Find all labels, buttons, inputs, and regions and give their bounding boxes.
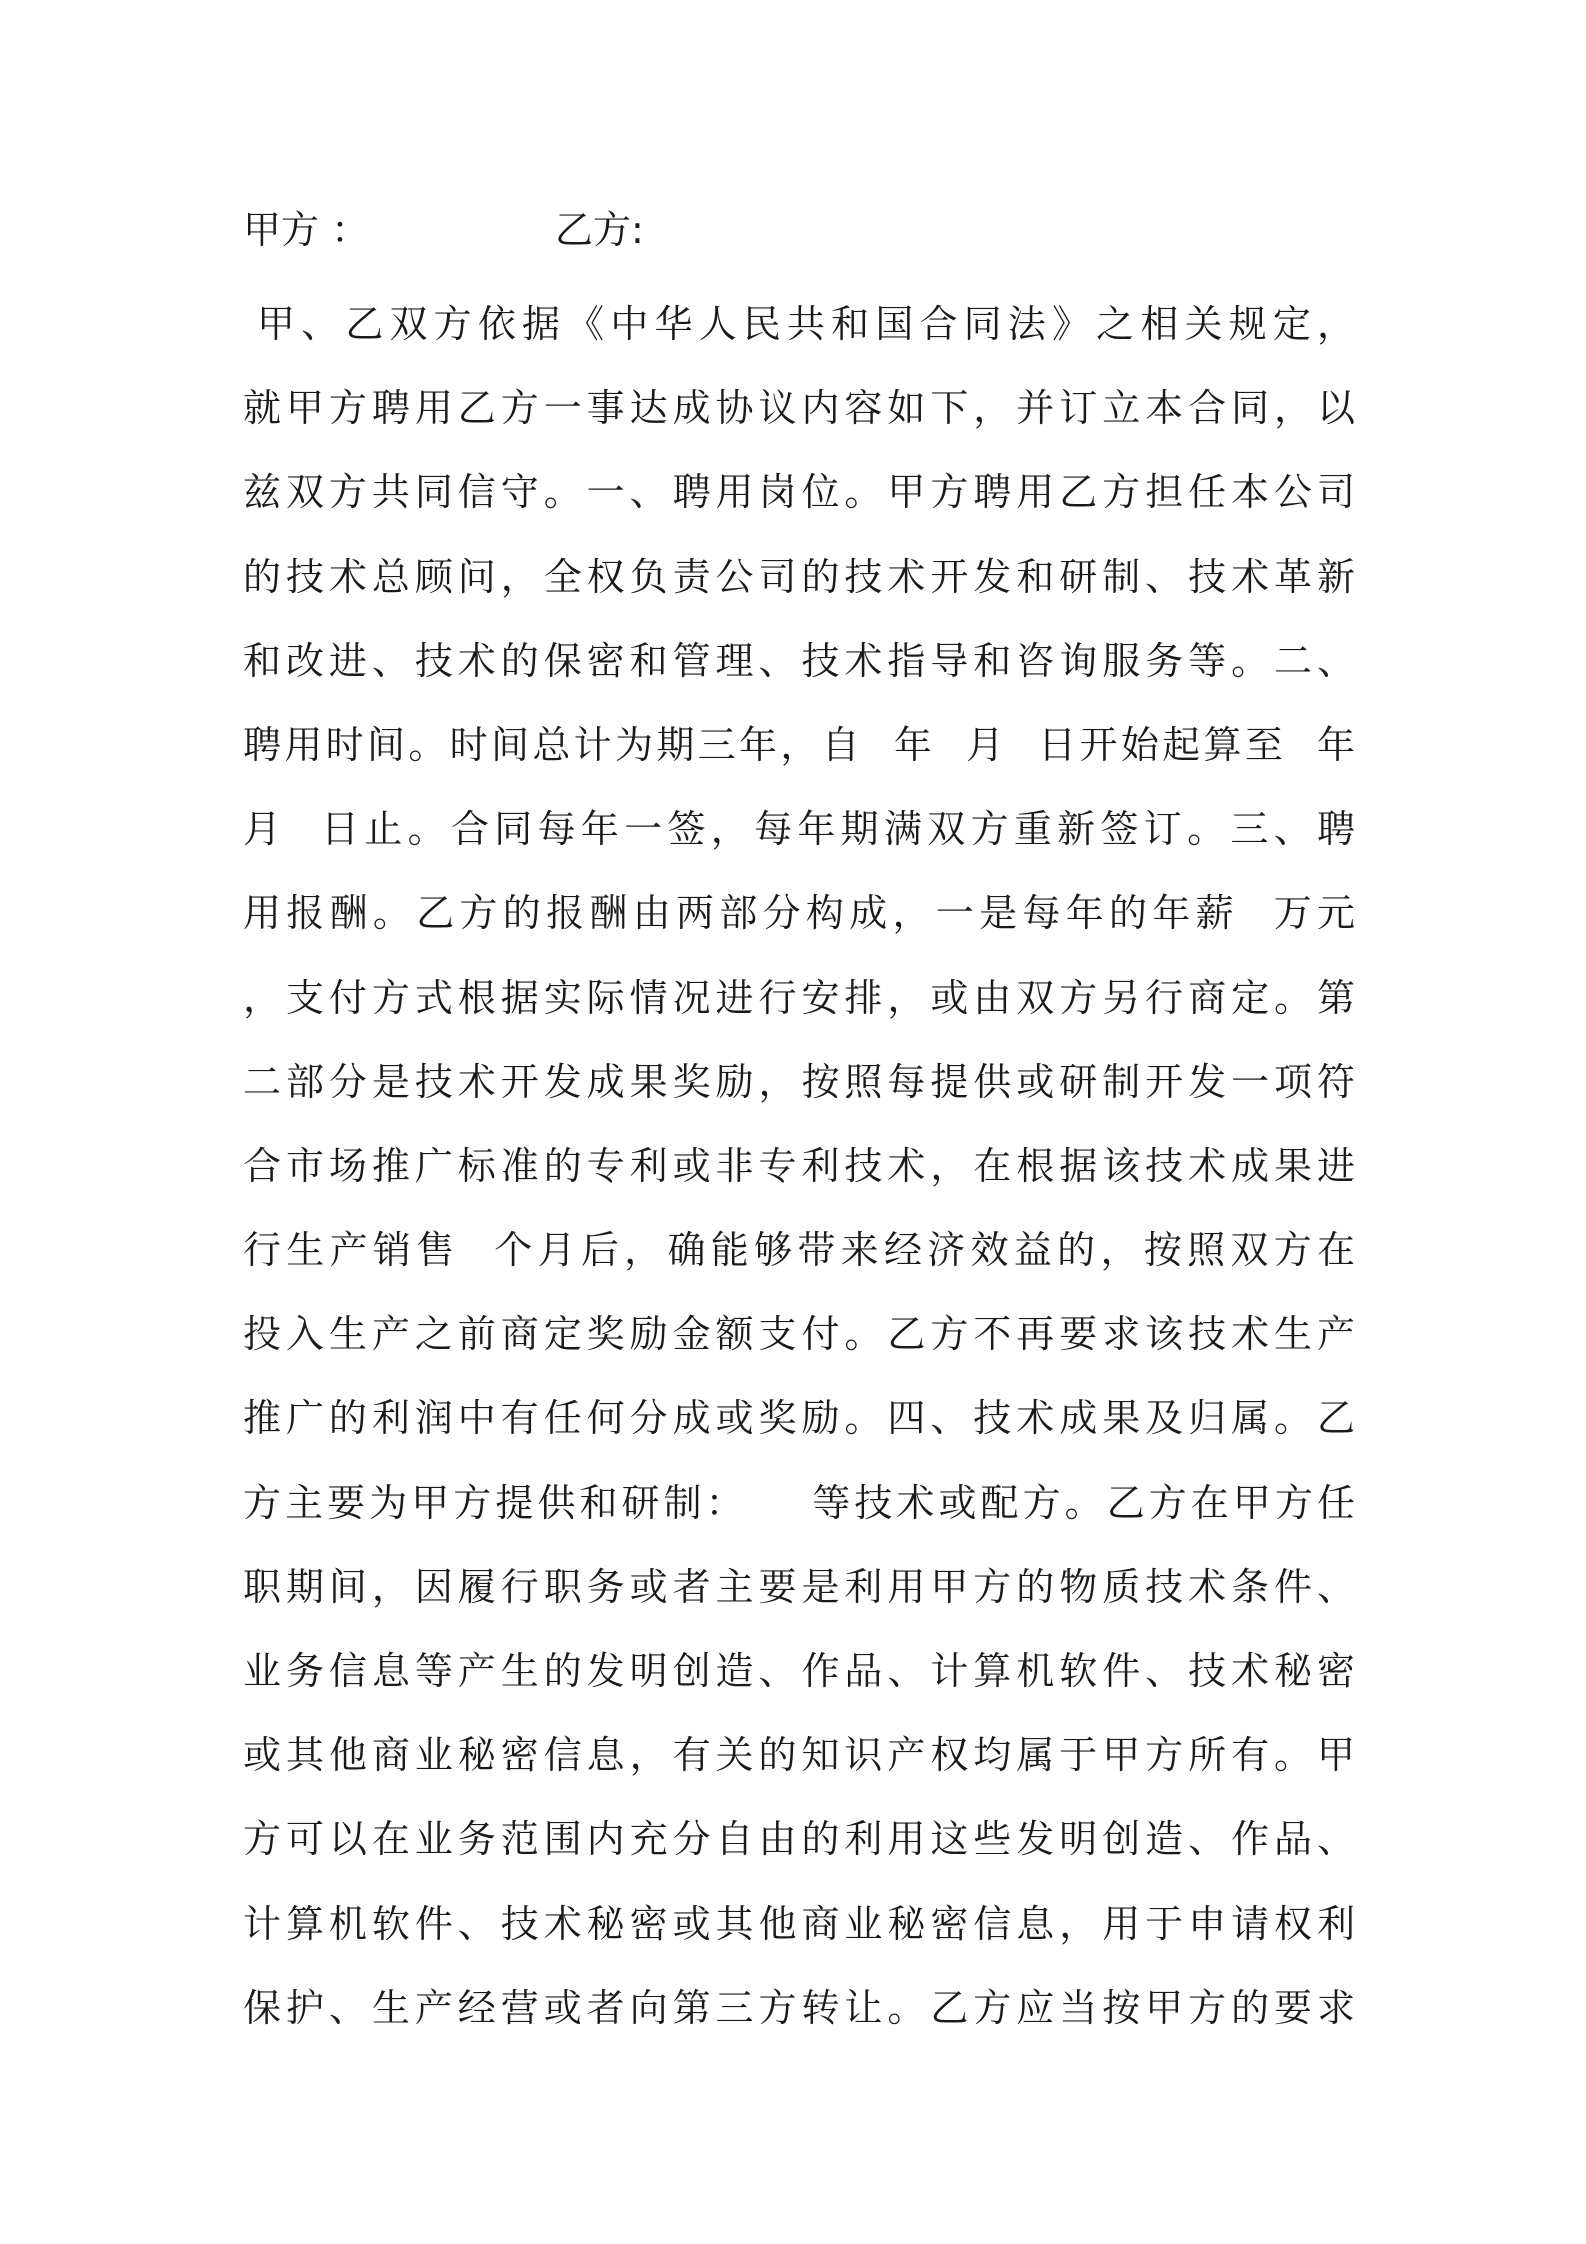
body-line: 业务信息等产生的发明创造、作品、计算机软件、技术秘密 [243, 1649, 1355, 1693]
body-line: 或其他商业秘密信息，有关的知识产权均属于甲方所有。甲 [243, 1733, 1355, 1778]
body-line: 和改进、技术的保密和管理、技术指导和咨询服务等。二、 [243, 638, 1355, 683]
body-line: 行生产销售 个月后，确能够带来经济效益的，按照双方在 [243, 1228, 1355, 1273]
body-line: 用报酬。乙方的报酬由两部分构成，一是每年的年薪 万元 [243, 891, 1355, 936]
body-line: 推广的利润中有任何分成或奖励。四、技术成果及归属。乙 [243, 1396, 1355, 1441]
body-line: 二部分是技术开发成果奖励，按照每提供或研制开发一项符 [243, 1059, 1355, 1104]
parties-header [243, 200, 1363, 260]
body-line: 保护、生产经营或者向第三方转让。乙方应当按甲方的要求 [243, 1985, 1355, 2030]
party-b-label: 乙方: [555, 208, 644, 252]
body-line: 计算机软件、技术秘密或其他商业秘密信息，用于申请权利 [243, 1901, 1355, 1946]
body-line: 方可以在业务范围内充分自由的利用这些发明创造、作品、 [243, 1817, 1355, 1862]
body-line: 职期间，因履行职务或者主要是利用甲方的物质技术条件、 [243, 1564, 1355, 1609]
body-line: 聘用时间。时间总计为期三年，自 年 月 日开始起算至 年 [243, 722, 1355, 767]
contract-body [243, 282, 1355, 2050]
body-line: 月 日止。合同每年一签，每年期满双方重新签订。三、聘 [243, 807, 1355, 852]
body-line: 兹双方共同信守。一、聘用岗位。甲方聘用乙方担任本公司 [243, 470, 1355, 515]
party-a-label: 甲方 ： [243, 208, 370, 252]
body-line: 合市场推广标准的专利或非专利技术，在根据该技术成果进 [243, 1143, 1355, 1188]
body-line: 就甲方聘用乙方一事达成协议内容如下，并订立本合同，以 [243, 386, 1355, 431]
body-line: ，支付方式根据实际情况进行安排，或由双方另行商定。第 [243, 975, 1355, 1020]
body-line: 投入生产之前商定奖励金额支付。乙方不再要求该技术生产 [243, 1312, 1355, 1357]
body-line: 的技术总顾问，全权负责公司的技术开发和研制、技术革新 [243, 554, 1355, 599]
body-line: 方主要为甲方提供和研制： 等技术或配方。乙方在甲方任 [243, 1480, 1355, 1525]
body-line: 甲、乙双方依据《中华人民共和国合同法》之相关规定， [257, 302, 1355, 346]
